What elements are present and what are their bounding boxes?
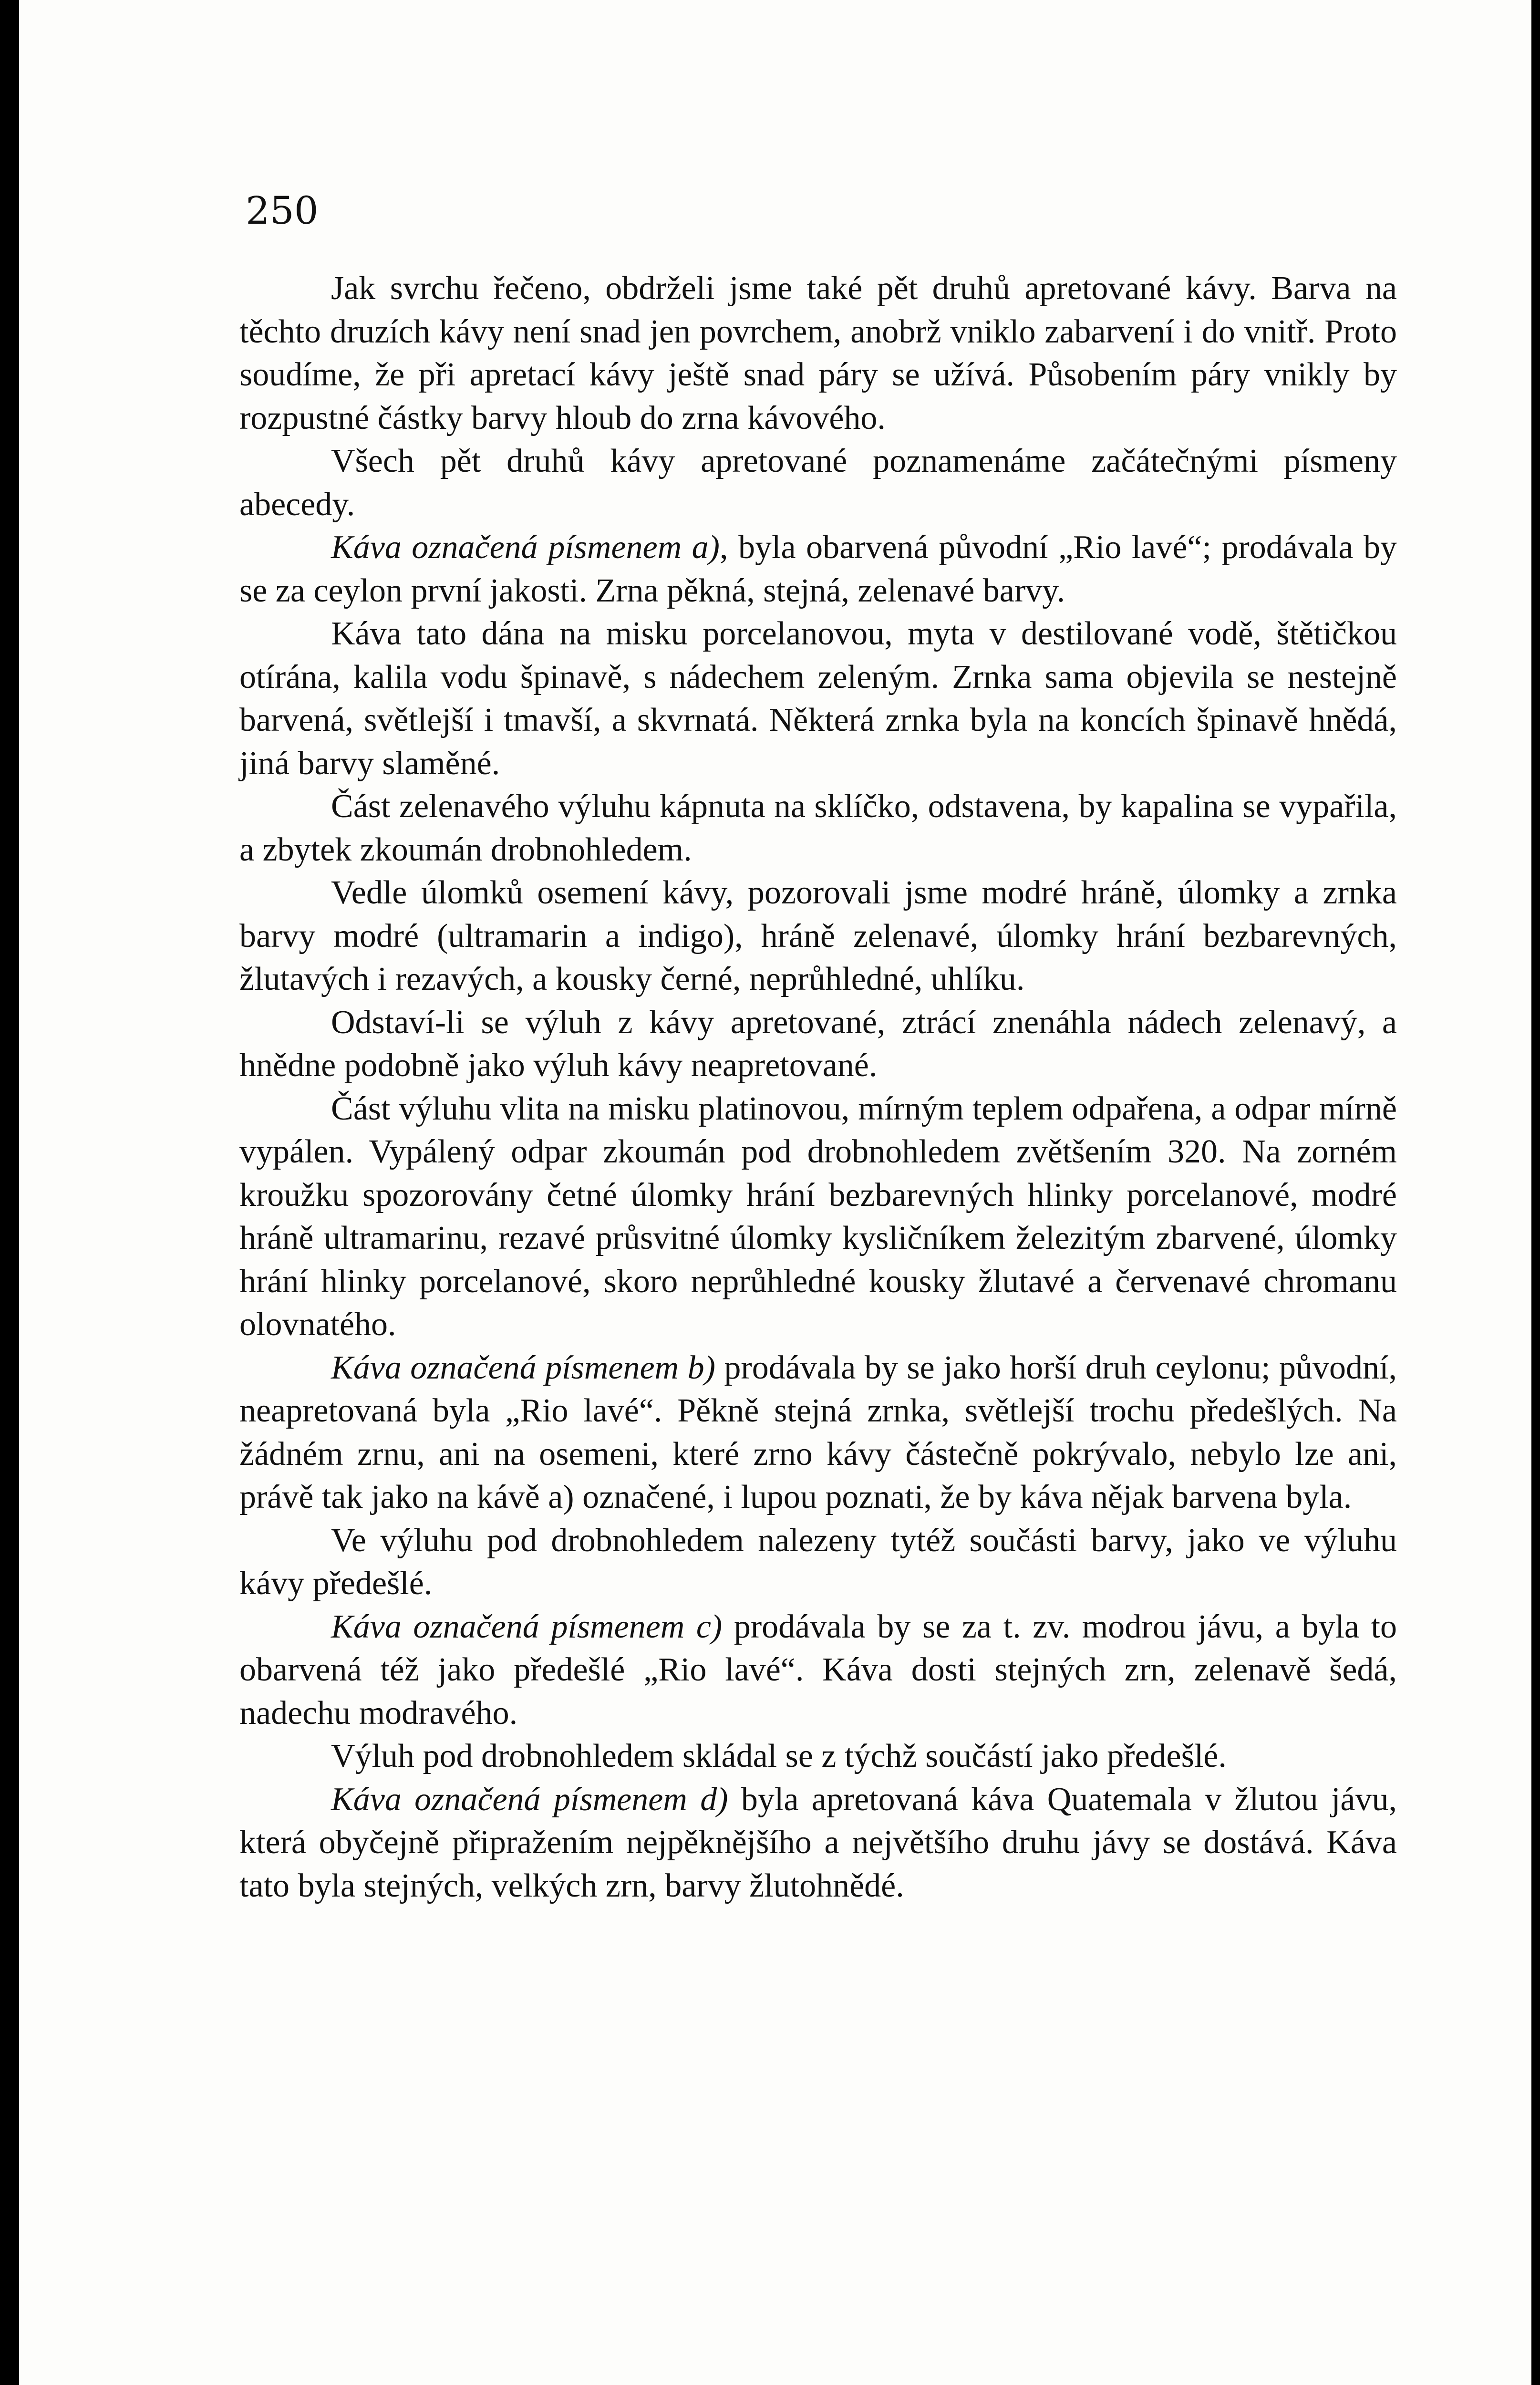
book-page xyxy=(19,0,1531,2385)
sample-label-a: Káva označená písmenem a) xyxy=(331,529,720,566)
paragraph-text: Káva tato dána na misku porcelanovou, myta v destilované vodě, štětičkou otírána, kalila vodu špinavě, s nádechem zeleným. Zrnka sama objevila se nestejně barvená, světlejší i tmavší, a skvrnatá. Některá zrnka byla na koncích špinavě hnědá, jiná barvy slaměné. xyxy=(239,615,1397,782)
paragraph-2 xyxy=(239,440,1397,526)
sample-label-d: Káva označená písmenem d) xyxy=(331,1781,728,1818)
paragraph-4 xyxy=(239,612,1397,785)
paragraph-5 xyxy=(239,785,1397,871)
page-number: 250 xyxy=(246,188,319,233)
paragraph-text: , byla obarvená původní „Rio lavé“; prodávala by se za ceylon první jakosti. Zrna pěkná, stejná, zelenavé barvy. xyxy=(239,529,1397,609)
paragraph-9 xyxy=(239,1347,1397,1519)
scan-border-right xyxy=(1531,0,1540,2385)
paragraph-text: Ve výluhu pod drobnohledem nalezeny tytéž součásti barvy, jako ve výluhu kávy předešlé. xyxy=(239,1522,1397,1602)
paragraph-10 xyxy=(239,1519,1397,1606)
paragraph-1 xyxy=(239,267,1397,440)
paragraph-text: Jak svrchu řečeno, obdrželi jsme také pět druhů apretované kávy. Barva na těchto druzích kávy není snad jen povrchem, anobrž vniklo zabarvení i do vnitř. Proto soudíme, že při apretací kávy ještě snad páry se užívá. Působením páry vnikly by rozpustné částky barvy hloub do zrna kávového. xyxy=(239,270,1397,436)
paragraph-text: prodávala by se jako horší druh ceylonu; původní, neapretovaná byla „Rio lavé“. Pěkně stejná zrnka, světlejší trochu předešlých. Na žádném zrnu, ani na osemeni, které zrno kávy částečně pokrývalo, nebylo lze ani, právě tak jako na kávě a) označené, i lupou poznati, že by káva nějak barvena byla. xyxy=(239,1349,1397,1515)
paragraph-7 xyxy=(239,1001,1397,1088)
paragraph-6 xyxy=(239,871,1397,1001)
paragraph-11 xyxy=(239,1606,1397,1735)
paragraph-3 xyxy=(239,526,1397,612)
paragraph-text: Všech pět druhů kávy apretované poznamenáme začátečnými písmeny abecedy. xyxy=(239,443,1397,523)
paragraph-13 xyxy=(239,1778,1397,1908)
sample-label-c: Káva označená písmenem c) xyxy=(331,1608,723,1645)
paragraph-text: Část zelenavého výluhu kápnuta na sklíčko, odstavena, by kapalina se vypařila, a zbytek zkoumán drobnohledem. xyxy=(239,788,1397,868)
sample-label-b: Káva označená písmenem b) xyxy=(331,1349,715,1386)
paragraph-8 xyxy=(239,1088,1397,1347)
paragraph-text: Výluh pod drobnohledem skládal se z týchž součástí jako předešlé. xyxy=(331,1738,1227,1774)
scan-border-left xyxy=(0,0,19,2385)
paragraph-text: prodávala by se za t. zv. modrou jávu, a byla to obarvená též jako předešlé „Rio lavé“. Káva dosti stejných zrn, zelenavě šedá, nadechu modravého. xyxy=(239,1608,1397,1732)
paragraph-12 xyxy=(239,1735,1397,1778)
paragraph-text: Odstaví-li se výluh z kávy apretované, ztrácí znenáhla nádech zelenavý, a hnědne podobně jako výluh kávy neapretované. xyxy=(239,1004,1397,1084)
paragraph-text: Část výluhu vlita na misku platinovou, mírným teplem odpařena, a odpar mírně vypálen. Vypálený odpar zkoumán pod drobnohledem zvětšením 320. Na zorném kroužku spozorovány četné úlomky hrání bezbarevných hlinky porcelanové, modré hráně ultramarinu, rezavé průsvitné úlomky kysličníkem železitým zbarvené, úlomky hrání hlinky porcelanové, skoro neprůhledné kousky žlutavé a červenavé chromanu olovnatého. xyxy=(239,1090,1397,1343)
page-body-text xyxy=(239,267,1397,1908)
paragraph-text: Vedle úlomků osemení kávy, pozorovali jsme modré hráně, úlomky a zrnka barvy modré (ultramarin a indigo), hráně zelenavé, úlomky hrání bezbarevných, žlutavých i rezavých, a kousky černé, neprůhledné, uhlíku. xyxy=(239,874,1397,997)
paragraph-text: byla apretovaná káva Quatemala v žlutou jávu, která obyčejně připražením nejpěknějšího a největšího druhu jávy se dostává. Káva tato byla stejných, velkých zrn, barvy žlutohnědé. xyxy=(239,1781,1397,1904)
